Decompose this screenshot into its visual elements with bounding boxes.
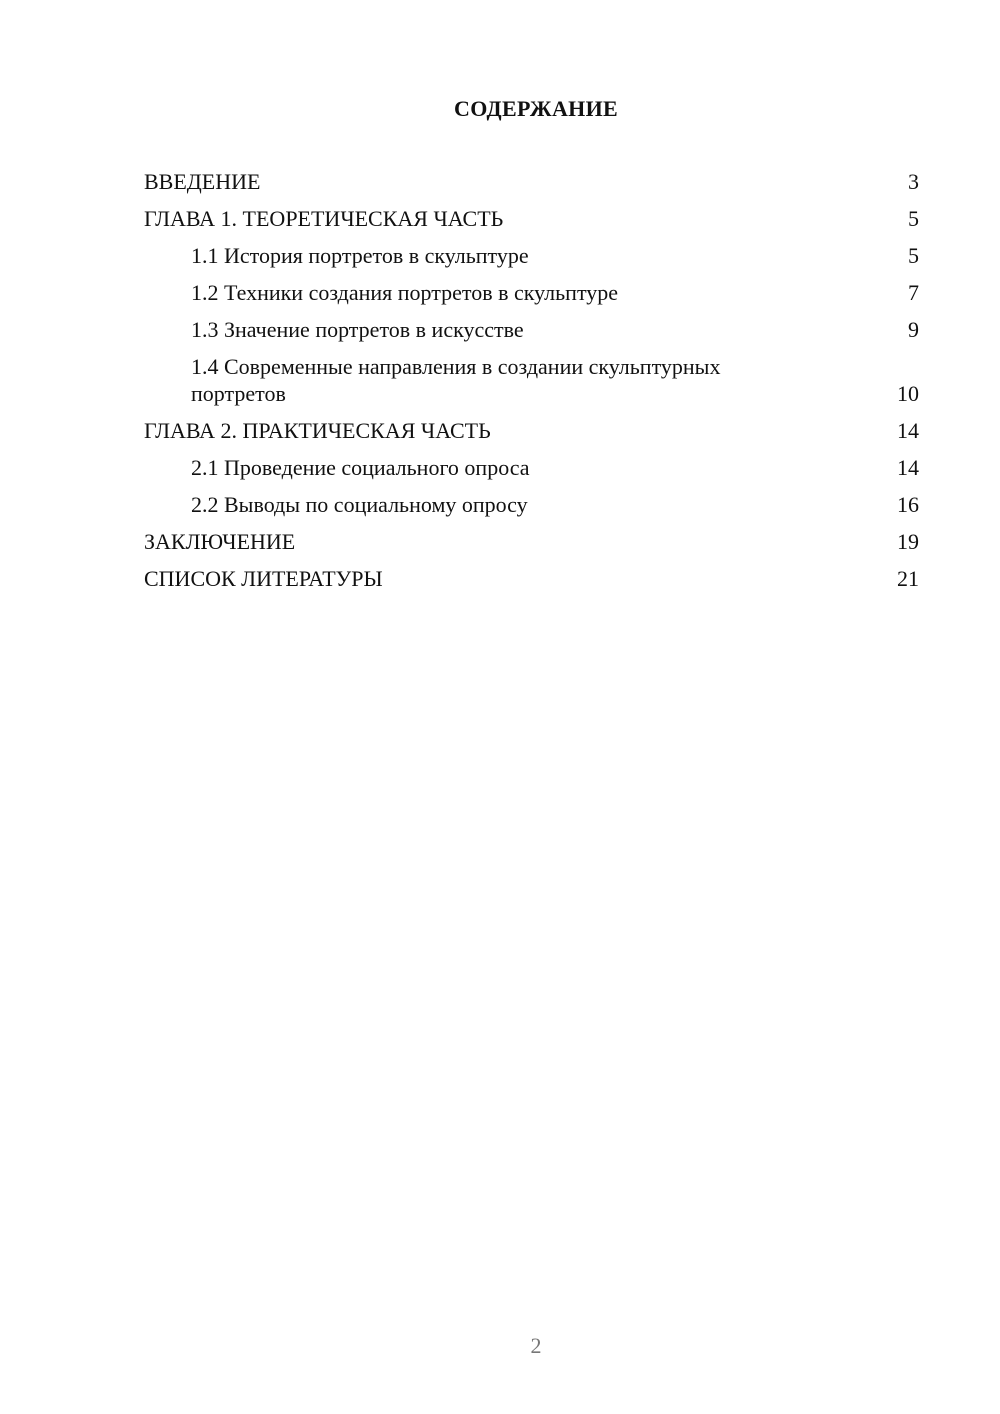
- toc-entry-label: 2.2 Выводы по социальному опросу: [191, 492, 528, 517]
- table-of-contents: [144, 168, 919, 602]
- toc-entry-bibliography: [144, 565, 919, 592]
- toc-entry-conclusion: [144, 528, 919, 555]
- toc-entry-section-2-2: [144, 491, 919, 518]
- toc-entry-label: ВВЕДЕНИЕ: [144, 169, 261, 194]
- toc-entry-page: 19: [897, 529, 919, 554]
- toc-entry-chapter-1: [144, 205, 919, 232]
- toc-entry-label: 2.1 Проведение социального опроса: [191, 455, 530, 480]
- page-number: 2: [530, 1333, 542, 1358]
- toc-entry-page: 9: [908, 317, 919, 342]
- toc-entry-page: 10: [897, 381, 919, 406]
- toc-entry-label: ГЛАВА 1. ТЕОРЕТИЧЕСКАЯ ЧАСТЬ: [144, 206, 504, 231]
- toc-title: СОДЕРЖАНИЕ: [454, 96, 618, 121]
- toc-entry-section-2-1: [144, 454, 919, 481]
- toc-entry-page: 5: [908, 206, 919, 231]
- toc-entry-section-1-1: [144, 242, 919, 269]
- toc-entry-label: ГЛАВА 2. ПРАКТИЧЕСКАЯ ЧАСТЬ: [144, 418, 491, 443]
- toc-entry-label: ЗАКЛЮЧЕНИЕ: [144, 529, 296, 554]
- toc-entry-page: 7: [908, 280, 919, 305]
- toc-entry-label: 1.1 История портретов в скульптуре: [191, 243, 529, 268]
- toc-entry-page: 21: [897, 566, 919, 591]
- toc-entry-page: 5: [908, 243, 919, 268]
- toc-entry-page: 14: [897, 418, 919, 443]
- toc-entry-introduction: [144, 168, 919, 195]
- toc-entry-page: 16: [897, 492, 919, 517]
- toc-entry-page: 14: [897, 455, 919, 480]
- toc-entry-chapter-2: [144, 417, 919, 444]
- toc-entry-label: 1.3 Значение портретов в искусстве: [191, 317, 524, 342]
- toc-entry-page: 3: [908, 169, 919, 194]
- toc-entry-section-1-2: [144, 279, 919, 306]
- toc-entry-label: 1.4 Современные направления в создании скульптурных портретов: [191, 354, 721, 406]
- toc-entry-label: 1.2 Техники создания портретов в скульптуре: [191, 280, 619, 305]
- toc-entry-section-1-4: [144, 353, 919, 407]
- toc-entry-section-1-3: [144, 316, 919, 343]
- toc-entry-label: СПИСОК ЛИТЕРАТУРЫ: [144, 566, 383, 591]
